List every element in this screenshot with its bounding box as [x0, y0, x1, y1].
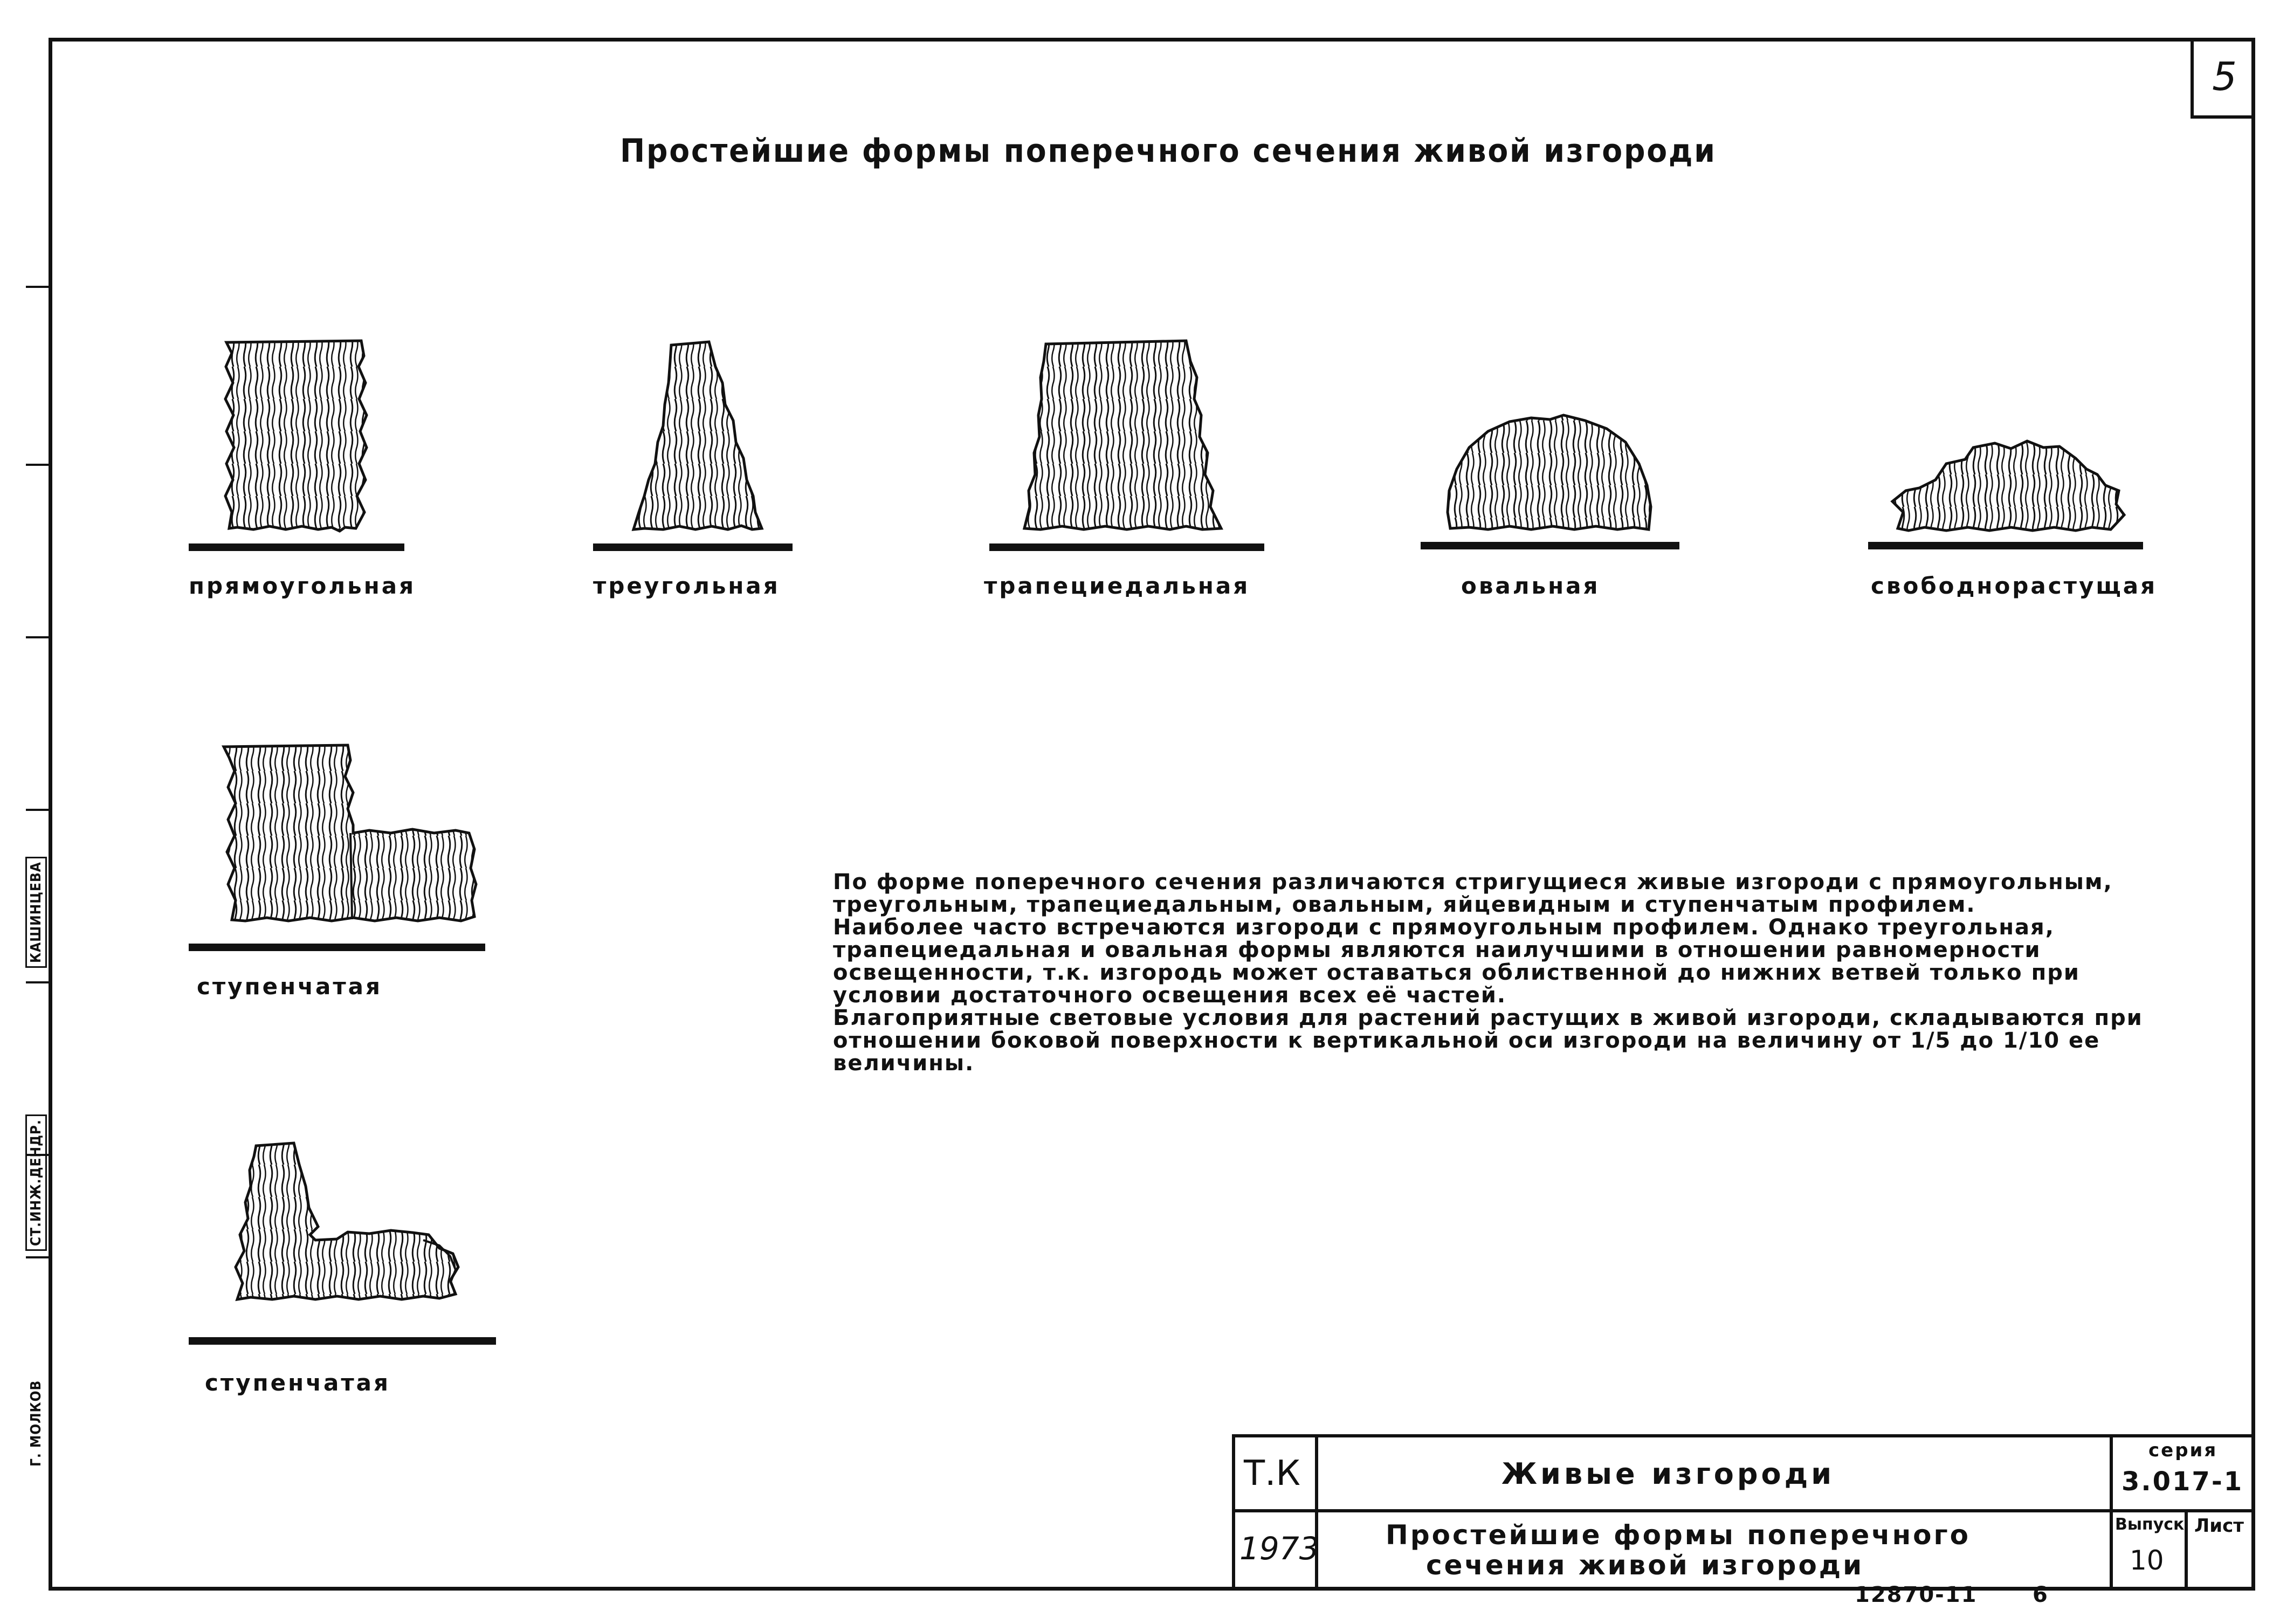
strip-divider: [26, 1256, 49, 1258]
caption-freegrowing: свободнорастущая: [1871, 573, 2158, 599]
stamp-org: Т.К: [1244, 1454, 1300, 1494]
stamp-issue-label: Выпуск: [2115, 1515, 2185, 1534]
strip-author-3: Г. МОЛКОВ: [28, 1380, 44, 1467]
hedge-rectangular-illustration: [183, 334, 410, 561]
stamp-issue-value: 10: [2130, 1545, 2164, 1576]
description-paragraph-3: Благоприятные световые условия для растений растущих в живой изгороди, складываются при отношении боковой поверхности к вертикальной оси изгороди на величину от 1/5 до 1/10 ее величины.: [833, 1006, 2143, 1076]
strip-divider: [26, 809, 49, 811]
caption-trapezoidal: трапециедальная: [984, 573, 1250, 599]
hedge-freegrowing-illustration: [1865, 410, 2146, 561]
strip-divider: [26, 286, 49, 288]
description-text: [833, 871, 2148, 1075]
hedge-trapezoidal-illustration: [987, 334, 1267, 561]
binding-strip: [26, 38, 49, 1591]
stamp-series-label: серия: [2148, 1440, 2218, 1461]
sheet-number: 5: [2191, 38, 2255, 119]
caption-stepped-2: ступенчатая: [205, 1370, 390, 1396]
hedge-oval-illustration: [1418, 388, 1682, 561]
description-paragraph-1: По форме поперечного сечения различаются стригущиеся живые изгороди с прямоугольным, треугольным, трапециедальным, овальным, яйцевидным и ступенчатым профилем.: [833, 870, 2113, 917]
caption-rectangular: прямоугольная: [189, 573, 416, 599]
caption-oval: овальная: [1461, 573, 1600, 599]
stamp-main-title: Живые изгороди: [1501, 1457, 1835, 1491]
strip-author-2: СТ.ИНЖ.ДЕНДР.: [28, 1114, 44, 1251]
title-block: [1232, 1434, 2255, 1591]
stamp-subtitle-line-2: сечения живой изгороди: [1426, 1550, 1864, 1581]
footer-number: 6: [2033, 1582, 2049, 1607]
strip-divider: [26, 981, 49, 983]
caption-stepped-1: ступенчатая: [197, 973, 382, 1000]
stamp-year: 1973: [1239, 1530, 1319, 1567]
footer-code: 12870-11: [1855, 1582, 1978, 1607]
page-title: Простейшие формы поперечного сечения живой изгороди: [620, 132, 1717, 170]
stamp-series-value: 3.017-1: [2122, 1467, 2244, 1497]
caption-triangular: треугольная: [593, 573, 780, 599]
hedge-stepped-2-illustration: [186, 1132, 499, 1359]
hedge-stepped-1-illustration: [186, 739, 488, 965]
strip-author-1: КАШИНЦЕВА: [28, 857, 44, 968]
strip-divider: [26, 636, 49, 638]
stamp-subtitle-line-1: Простейшие формы поперечного: [1386, 1519, 1971, 1551]
strip-divider: [26, 464, 49, 466]
description-paragraph-2: Наиболее часто встречаются изгороди с прямоугольным профилем. Однако треугольная, трапециедальная и овальная формы являются наилучшими в отношении равномерности освещенности, т.к. изгородь может оставаться облиственной до нижних ветвей только при условии достаточного освещения всех её частей.: [833, 915, 2080, 1008]
stamp-sheet-label: Лист: [2194, 1515, 2244, 1537]
hedge-triangular-illustration: [590, 334, 795, 561]
